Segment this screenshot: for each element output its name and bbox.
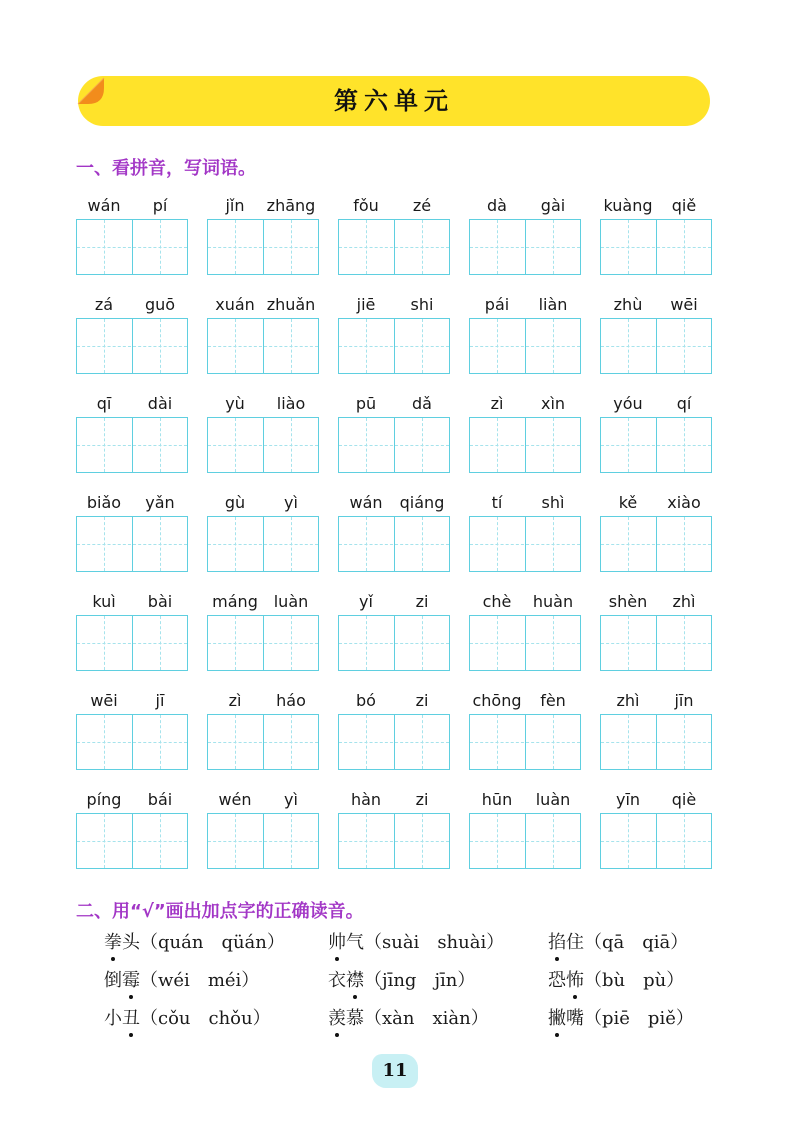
- pronunciation-item[interactable]: [104, 966, 259, 992]
- pinyin-label: yǎn: [145, 493, 175, 512]
- grid-guide-line: [525, 616, 526, 670]
- grid-guide-line: [656, 715, 657, 769]
- pinyin-label: kuì: [92, 592, 116, 611]
- writing-box-pair[interactable]: [76, 714, 188, 770]
- word-group: [207, 287, 319, 377]
- pinyin-label: zi: [415, 790, 429, 809]
- writing-box-pair[interactable]: [207, 714, 319, 770]
- pinyin-label: píng: [86, 790, 122, 809]
- word-group: [207, 584, 319, 674]
- pinyin-label: hàn: [350, 790, 382, 809]
- pinyin-label: wēi: [90, 691, 118, 710]
- pinyin-label: chè: [482, 592, 512, 611]
- pinyin-label: dǎ: [412, 394, 432, 413]
- pinyin-label: háo: [276, 691, 306, 710]
- grid-guide-line: [394, 319, 395, 373]
- pinyin-label: yì: [284, 493, 298, 512]
- pinyin-label: qí: [676, 394, 692, 413]
- dotted-character: 丑: [122, 1008, 140, 1029]
- grid-guide-line: [132, 319, 133, 373]
- reading-options: （jīng jīn）: [364, 970, 476, 991]
- dotted-character: 帅: [328, 932, 346, 953]
- reading-options: （wéi méi）: [140, 970, 260, 991]
- pinyin-label: biǎo: [86, 493, 122, 512]
- word-group: [469, 287, 581, 377]
- writing-box-pair[interactable]: [338, 417, 450, 473]
- reading-options: （bù pù）: [584, 970, 685, 991]
- pinyin-label: zhù: [613, 295, 643, 314]
- grid-guide-line: [394, 715, 395, 769]
- word-group: [76, 683, 188, 773]
- writing-box-pair[interactable]: [207, 813, 319, 869]
- pinyin-label: huàn: [532, 592, 574, 611]
- grid-row: [76, 683, 712, 773]
- pinyin-label: wén: [218, 790, 252, 809]
- grid-guide-line: [132, 616, 133, 670]
- word-group: [76, 188, 188, 278]
- pinyin-label: bài: [147, 592, 173, 611]
- word-group: [338, 782, 450, 872]
- section2-title: 二、用“√”画出加点字的正确读音。: [76, 901, 364, 922]
- pinyin-label: yóu: [613, 394, 643, 413]
- word-group: [338, 287, 450, 377]
- pinyin-label: liàn: [538, 295, 568, 314]
- writing-box-pair[interactable]: [600, 219, 712, 275]
- grid-guide-line: [525, 319, 526, 373]
- grid-guide-line: [263, 814, 264, 868]
- pinyin-label: dà: [487, 196, 507, 215]
- word-group: [338, 485, 450, 575]
- writing-box-pair[interactable]: [207, 417, 319, 473]
- word-group: [76, 386, 188, 476]
- grid-guide-line: [263, 715, 264, 769]
- pronunciation-item[interactable]: [104, 1004, 271, 1030]
- word-group: [600, 584, 712, 674]
- writing-box-pair[interactable]: [600, 417, 712, 473]
- grid-row: [76, 188, 712, 278]
- writing-box-pair[interactable]: [207, 219, 319, 275]
- word-prefix: 小: [104, 1008, 122, 1029]
- word-prefix: 恐: [548, 970, 566, 991]
- writing-box-pair[interactable]: [338, 714, 450, 770]
- word-group: [600, 386, 712, 476]
- pinyin-label: zá: [94, 295, 114, 314]
- dotted-character: 襟: [346, 970, 364, 991]
- grid-guide-line: [656, 814, 657, 868]
- writing-box-pair[interactable]: [469, 417, 581, 473]
- grid-guide-line: [263, 418, 264, 472]
- word-group: [207, 386, 319, 476]
- pinyin-label: bái: [147, 790, 173, 809]
- writing-box-pair[interactable]: [600, 813, 712, 869]
- writing-box-pair[interactable]: [76, 516, 188, 572]
- grid-guide-line: [525, 517, 526, 571]
- pinyin-label: zì: [228, 691, 242, 710]
- pinyin-label: chōng: [472, 691, 522, 710]
- reading-options: 住（qā qiā）: [566, 932, 689, 953]
- grid-guide-line: [132, 814, 133, 868]
- word-prefix: 倒: [104, 970, 122, 991]
- grid-guide-line: [263, 220, 264, 274]
- grid-guide-line: [394, 616, 395, 670]
- word-group: [469, 485, 581, 575]
- pinyin-label: kuàng: [603, 196, 653, 215]
- pronunciation-item[interactable]: [104, 928, 285, 954]
- word-group: [469, 782, 581, 872]
- pinyin-label: pū: [355, 394, 377, 413]
- writing-box-pair[interactable]: [600, 615, 712, 671]
- grid-row: [76, 782, 712, 872]
- pinyin-label: máng: [212, 592, 258, 611]
- pinyin-label: wán: [349, 493, 383, 512]
- pinyin-label: qiè: [671, 790, 697, 809]
- pinyin-label: hūn: [481, 790, 513, 809]
- pinyin-label: zhuǎn: [266, 295, 316, 314]
- word-group: [600, 287, 712, 377]
- pinyin-label: wán: [87, 196, 121, 215]
- writing-box-pair[interactable]: [338, 615, 450, 671]
- grid-guide-line: [263, 319, 264, 373]
- pinyin-label: zi: [415, 592, 429, 611]
- word-group: [76, 584, 188, 674]
- pinyin-label: jī: [155, 691, 165, 710]
- pinyin-label: yì: [284, 790, 298, 809]
- pinyin-label: liào: [276, 394, 306, 413]
- word-group: [207, 782, 319, 872]
- pinyin-label: shèn: [608, 592, 648, 611]
- grid-guide-line: [394, 814, 395, 868]
- grid-guide-line: [394, 418, 395, 472]
- writing-box-pair[interactable]: [600, 516, 712, 572]
- reading-options: 慕（xàn xiàn）: [346, 1008, 489, 1029]
- grid-row: [76, 287, 712, 377]
- pinyin-label: zhì: [672, 592, 696, 611]
- pinyin-label: pái: [484, 295, 510, 314]
- writing-box-pair[interactable]: [469, 318, 581, 374]
- word-group: [600, 683, 712, 773]
- pinyin-label: fèn: [540, 691, 566, 710]
- writing-box-pair[interactable]: [338, 318, 450, 374]
- word-group: [207, 683, 319, 773]
- word-group: [338, 386, 450, 476]
- grid-guide-line: [394, 220, 395, 274]
- pinyin-label: pí: [152, 196, 168, 215]
- pinyin-label: guō: [144, 295, 176, 314]
- grid-row: [76, 485, 712, 575]
- writing-box-pair[interactable]: [600, 318, 712, 374]
- word-group: [338, 188, 450, 278]
- pinyin-label: jīn: [674, 691, 694, 710]
- unit-title: 第六单元: [334, 87, 454, 115]
- writing-box-pair[interactable]: [469, 516, 581, 572]
- writing-box-pair[interactable]: [76, 219, 188, 275]
- dotted-character: 霉: [122, 970, 140, 991]
- word-group: [76, 287, 188, 377]
- grid-guide-line: [525, 715, 526, 769]
- pinyin-label: yīn: [615, 790, 641, 809]
- pinyin-label: luàn: [273, 592, 309, 611]
- grid-guide-line: [656, 517, 657, 571]
- reading-options: （cǒu chǒu）: [140, 1008, 271, 1029]
- pronunciation-item[interactable]: [328, 928, 504, 954]
- banner-corner-fold: [74, 74, 108, 108]
- word-group: [600, 188, 712, 278]
- writing-box-pair[interactable]: [76, 813, 188, 869]
- pinyin-label: dài: [147, 394, 173, 413]
- pronunciation-item[interactable]: [328, 1004, 489, 1030]
- pinyin-label: zi: [415, 691, 429, 710]
- pinyin-label: yù: [225, 394, 245, 413]
- pronunciation-item[interactable]: [548, 1004, 694, 1030]
- pinyin-label: zhāng: [266, 196, 316, 215]
- grid-guide-line: [132, 220, 133, 274]
- pinyin-label: qiáng: [399, 493, 445, 512]
- writing-box-pair[interactable]: [207, 318, 319, 374]
- word-group: [600, 485, 712, 575]
- pinyin-label: zé: [412, 196, 432, 215]
- writing-box-pair[interactable]: [469, 219, 581, 275]
- pinyin-label: shi: [410, 295, 434, 314]
- grid-guide-line: [525, 220, 526, 274]
- pronunciation-item[interactable]: [328, 966, 475, 992]
- dotted-character: 羡: [328, 1008, 346, 1029]
- writing-box-pair[interactable]: [469, 714, 581, 770]
- pinyin-label: gù: [224, 493, 246, 512]
- section1-title: 一、看拼音，写词语。: [76, 158, 256, 179]
- grid-guide-line: [525, 814, 526, 868]
- grid-guide-line: [656, 418, 657, 472]
- pinyin-label: yǐ: [359, 592, 373, 611]
- word-group: [76, 782, 188, 872]
- page-number: 11: [382, 1060, 408, 1081]
- grid-guide-line: [525, 418, 526, 472]
- word-group: [338, 683, 450, 773]
- pinyin-label: qiě: [671, 196, 697, 215]
- grid-guide-line: [132, 517, 133, 571]
- pronunciation-item[interactable]: [548, 928, 688, 954]
- grid-guide-line: [132, 418, 133, 472]
- pinyin-label: fǒu: [353, 196, 379, 215]
- word-group: [76, 485, 188, 575]
- pinyin-label: jǐn: [225, 196, 245, 215]
- pinyin-label: tí: [491, 493, 503, 512]
- grid-guide-line: [132, 715, 133, 769]
- dotted-character: 掐: [548, 932, 566, 953]
- writing-box-pair[interactable]: [338, 516, 450, 572]
- grid-guide-line: [394, 517, 395, 571]
- pinyin-label: gài: [540, 196, 566, 215]
- dotted-character: 撇: [548, 1008, 566, 1029]
- unit-banner: [78, 76, 710, 126]
- writing-box-pair[interactable]: [207, 615, 319, 671]
- pinyin-label: xuán: [215, 295, 255, 314]
- dotted-character: 怖: [566, 970, 584, 991]
- reading-options: 气（suài shuài）: [346, 932, 505, 953]
- pinyin-label: luàn: [535, 790, 571, 809]
- pinyin-label: xiào: [667, 493, 701, 512]
- writing-box-pair[interactable]: [76, 417, 188, 473]
- pinyin-label: jiē: [356, 295, 376, 314]
- writing-box-pair[interactable]: [338, 813, 450, 869]
- word-group: [469, 386, 581, 476]
- writing-box-pair[interactable]: [338, 219, 450, 275]
- grid-row: [76, 386, 712, 476]
- grid-guide-line: [263, 616, 264, 670]
- writing-box-pair[interactable]: [76, 615, 188, 671]
- writing-box-pair[interactable]: [469, 813, 581, 869]
- pronunciation-item[interactable]: [548, 966, 684, 992]
- word-group: [207, 485, 319, 575]
- reading-options: 嘴（piē piě）: [566, 1008, 694, 1029]
- grid-guide-line: [656, 616, 657, 670]
- writing-box-pair[interactable]: [76, 318, 188, 374]
- word-group: [600, 782, 712, 872]
- pinyin-label: bó: [356, 691, 376, 710]
- pinyin-label: xìn: [540, 394, 566, 413]
- pinyin-label: qī: [96, 394, 112, 413]
- word-group: [469, 584, 581, 674]
- writing-box-pair[interactable]: [207, 516, 319, 572]
- word-group: [207, 188, 319, 278]
- word-group: [469, 683, 581, 773]
- pinyin-label: zhì: [616, 691, 640, 710]
- pinyin-label: zì: [490, 394, 504, 413]
- pinyin-label: kě: [618, 493, 638, 512]
- word-group: [469, 188, 581, 278]
- grid-guide-line: [656, 319, 657, 373]
- pinyin-label: wēi: [670, 295, 698, 314]
- word-prefix: 衣: [328, 970, 346, 991]
- word-group: [338, 584, 450, 674]
- pinyin-label: shì: [541, 493, 565, 512]
- writing-box-pair[interactable]: [600, 714, 712, 770]
- grid-row: [76, 584, 712, 674]
- reading-options: 头（quán qüán）: [122, 932, 285, 953]
- writing-box-pair[interactable]: [469, 615, 581, 671]
- dotted-character: 拳: [104, 932, 122, 953]
- grid-guide-line: [656, 220, 657, 274]
- grid-guide-line: [263, 517, 264, 571]
